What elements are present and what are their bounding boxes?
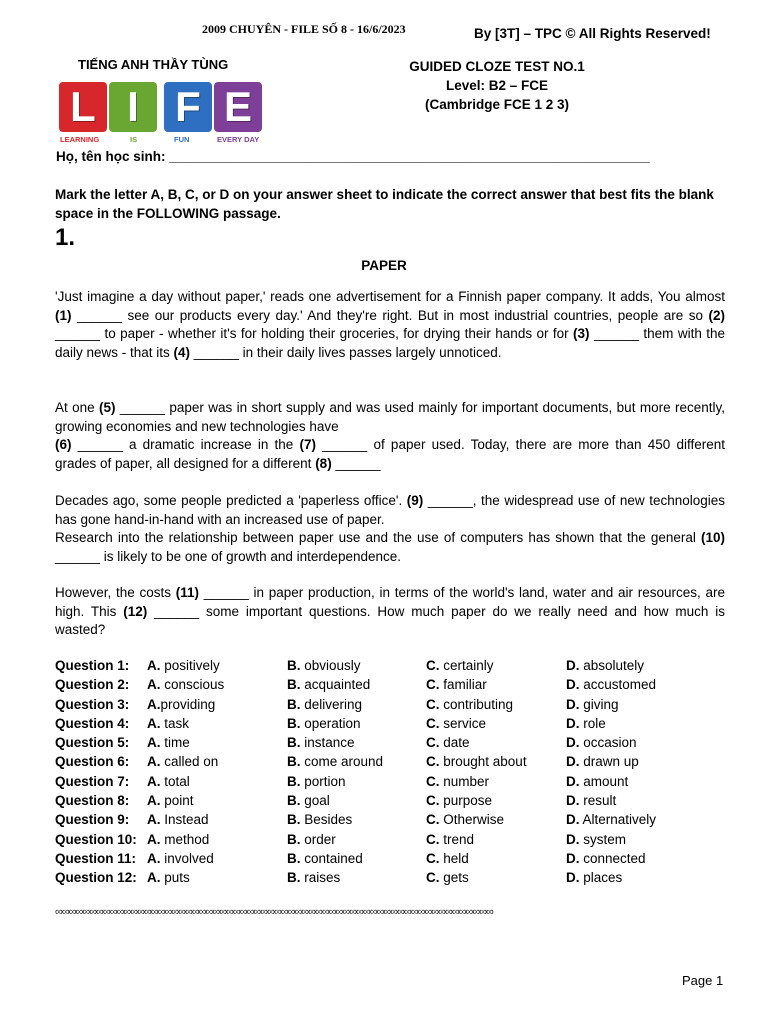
option-b[interactable]: B. acquainted <box>287 677 371 693</box>
logo-tile <box>164 82 212 132</box>
instruction: Mark the letter A, B, C, or D on your answer sheet to indicate the correct answer that best fits the blank space in the FOLLOWING passage. <box>55 187 714 221</box>
file-header: 2009 CHUYÊN - FILE SỐ 8 - 16/6/2023 <box>202 22 406 36</box>
option-d[interactable]: D. drawn up <box>566 754 639 770</box>
passage-paragraph-1: 'Just imagine a day without paper,' reads one advertisement for a Finnish paper company. It adds, You almost (1) ______ see our products every day.' And they're right. But in most industrial countries, people are so (2) ______ to paper - whether it's for holding their groceries, for drying their hands or for (3) ______ them with the daily news - that its (4) ______ in their daily lives passes largely unnoticed. <box>55 289 725 360</box>
option-b[interactable]: B. Besides <box>287 812 353 828</box>
option-a[interactable]: A. called on <box>147 754 219 770</box>
logo-tagline-word: LEARNING <box>60 135 100 144</box>
option-b[interactable]: B. portion <box>287 773 346 789</box>
option-a[interactable]: A. task <box>147 715 190 731</box>
option-a[interactable]: A. total <box>147 773 190 789</box>
student-name-line: Họ, tên học sinh: ________________________________________________________________ <box>56 149 650 164</box>
option-a[interactable]: A. point <box>147 793 194 809</box>
option-a[interactable]: A.providing <box>147 696 216 712</box>
passage-paragraph-2a: At one (5) ______ paper was in short supply and was used mainly for important documents, but more recently, growing economies and new technologies have <box>55 400 725 434</box>
question-label: Question 6: <box>55 754 130 770</box>
option-b[interactable]: B. contained <box>287 850 363 866</box>
test-title: GUIDED CLOZE TEST NO.1 <box>409 59 585 74</box>
passage-paragraph-2 <box>55 399 725 473</box>
logo-letter: L <box>70 83 96 130</box>
rights-notice: By [3T] – TPC © All Rights Reserved! <box>474 26 711 41</box>
option-d[interactable]: D. places <box>566 870 623 886</box>
option-b[interactable]: B. order <box>287 831 336 847</box>
question-label: Question 5: <box>55 735 130 751</box>
passage-paragraph-2b: (6) ______ a dramatic increase in the (7) ______ of paper used. Today, there are more than 450 different grades of paper, all designed for a different (8) ______ <box>55 437 725 471</box>
option-d[interactable]: D. occasion <box>566 735 637 751</box>
question-label: Question 11: <box>55 850 137 866</box>
logo-tile <box>214 82 262 132</box>
question-label: Question 4: <box>55 715 130 731</box>
section-number: 1. <box>55 224 76 251</box>
logo-tagline-word: FUN <box>174 135 190 144</box>
option-b[interactable]: B. instance <box>287 735 355 751</box>
option-d[interactable]: D. amount <box>566 773 629 789</box>
question-label: Question 12: <box>55 870 137 886</box>
option-a[interactable]: A. puts <box>147 870 190 886</box>
logo-letter: E <box>223 83 252 130</box>
logo-tagline-word: IS <box>130 135 138 144</box>
option-d[interactable]: D. giving <box>566 696 619 712</box>
passage-paragraph-4: However, the costs (11) ______ in paper production, in terms of the world's land, water and air resources, are high. This (12) ______ some important questions. How much paper do we really need and how much is wasted? <box>55 585 725 638</box>
option-d[interactable]: D. role <box>566 715 606 731</box>
question-label: Question 3: <box>55 696 130 712</box>
option-c[interactable]: C. gets <box>426 870 469 886</box>
option-c[interactable]: C. number <box>426 773 490 789</box>
separator-line: ∞∞∞∞∞∞∞∞∞∞∞∞∞∞∞∞∞∞∞∞∞∞∞∞∞∞∞∞∞∞∞∞∞∞∞∞∞∞∞∞∞∞∞∞∞∞∞∞∞∞∞∞∞∞∞∞∞∞∞∞∞∞∞∞ <box>55 906 493 918</box>
option-d[interactable]: D. Alternatively <box>566 812 657 828</box>
option-d[interactable]: D. absolutely <box>566 658 645 673</box>
option-c[interactable]: C. certainly <box>426 658 494 673</box>
option-c[interactable]: C. Otherwise <box>426 812 505 828</box>
page-number: Page 1 <box>682 973 724 988</box>
option-b[interactable]: B. delivering <box>287 696 363 712</box>
question-label: Question 2: <box>55 677 130 693</box>
option-d[interactable]: D. connected <box>566 850 646 866</box>
logo-letter: F <box>175 83 201 130</box>
option-c[interactable]: C. familiar <box>426 677 487 693</box>
option-d[interactable]: D. result <box>566 793 617 809</box>
option-c[interactable]: C. brought about <box>426 754 527 770</box>
option-d[interactable]: D. system <box>566 831 627 847</box>
logo-tagline-word: EVERY DAY <box>217 135 260 144</box>
logo-tile <box>59 82 107 132</box>
option-a[interactable]: A. conscious <box>147 677 225 693</box>
question-label: Question 9: <box>55 812 130 828</box>
option-b[interactable]: B. raises <box>287 870 341 886</box>
passage-paragraph-3 <box>55 492 725 566</box>
logo-letter: I <box>127 83 139 130</box>
option-d[interactable]: D. accustomed <box>566 677 657 693</box>
option-b[interactable]: B. goal <box>287 793 330 809</box>
option-c[interactable]: C. service <box>426 715 487 731</box>
test-source: (Cambridge FCE 1 2 3) <box>424 97 570 112</box>
option-b[interactable]: B. obviously <box>287 658 361 673</box>
life-logo <box>57 82 262 146</box>
question-label: Question 8: <box>55 793 130 809</box>
option-c[interactable]: C. purpose <box>426 793 493 809</box>
question-label: Question 10: <box>55 831 137 847</box>
option-a[interactable]: A. method <box>147 831 210 847</box>
option-c[interactable]: C. trend <box>426 831 475 847</box>
passage-title: PAPER <box>361 258 407 273</box>
passage-paragraph-3b: Research into the relationship between paper use and the use of computers has shown that the general (10) ______ is likely to be one of growth and interdependence. <box>55 530 725 564</box>
option-c[interactable]: C. contributing <box>426 696 514 712</box>
passage-paragraph-3a: Decades ago, some people predicted a 'paperless office'. (9) ______, the widespread use of new technologies has gone hand-in-hand with an increased use of paper. <box>55 493 726 527</box>
option-a[interactable]: A. time <box>147 735 190 751</box>
logo-tile <box>109 82 157 132</box>
question-label: Question 7: <box>55 773 130 789</box>
option-a[interactable]: A. positively <box>147 658 220 673</box>
option-c[interactable]: C. held <box>426 850 469 866</box>
option-b[interactable]: B. come around <box>287 754 384 770</box>
option-b[interactable]: B. operation <box>287 715 361 731</box>
test-level: Level: B2 – FCE <box>445 78 549 93</box>
option-a[interactable]: A. Instead <box>147 812 209 828</box>
option-a[interactable]: A. involved <box>147 850 214 866</box>
question-label: Question 1: <box>55 658 130 673</box>
school-name: TIẾNG ANH THẦY TÙNG <box>78 57 229 72</box>
test-info <box>384 57 610 114</box>
option-c[interactable]: C. date <box>426 735 470 751</box>
